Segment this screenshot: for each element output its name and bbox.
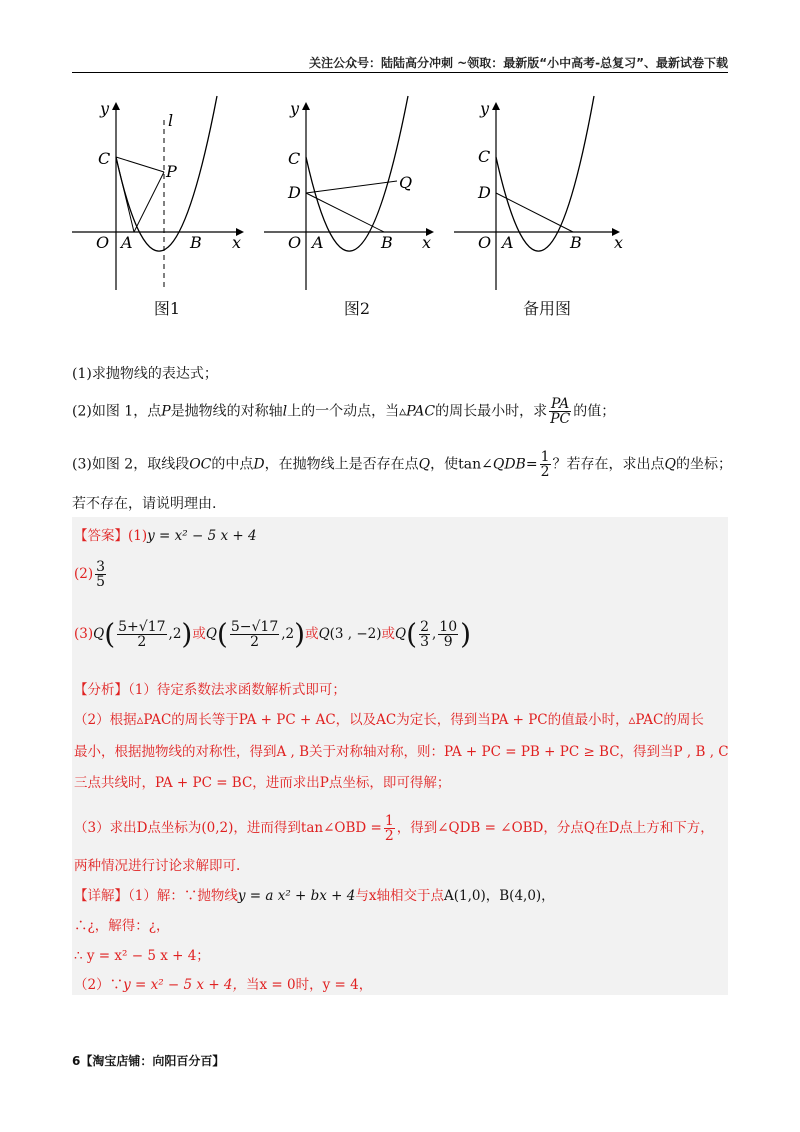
svg-text:B: B <box>190 233 202 252</box>
question-2: (2)如图 1，点P是抛物线的对称轴l上的一个动点，当▵PAC的周长最小时，求 $\frac{PA}{PC}$ 的值； <box>72 396 616 427</box>
analysis-2-line-3: 三点共线时，PA + PC = BC，进而求出P点坐标，即可得解； <box>74 775 451 791</box>
svg-text:B: B <box>381 233 393 252</box>
svg-text:Q: Q <box>399 173 413 192</box>
svg-text:y: y <box>480 99 490 118</box>
figure-2-caption: 图2 <box>343 299 371 318</box>
svg-text:D: D <box>288 183 301 202</box>
figure-2 <box>262 92 452 322</box>
question-1: (1)求抛物线的表达式； <box>72 366 218 382</box>
figure-spare-caption: 备用图 <box>522 299 571 318</box>
page-footer: 6【淘宝店铺：向阳百分百】 <box>72 1054 225 1068</box>
svg-text:y: y <box>100 99 110 118</box>
header-rule <box>72 72 728 73</box>
svg-text:A: A <box>502 233 514 252</box>
figure-1-caption: 图1 <box>153 299 181 318</box>
svg-text:C: C <box>98 149 111 168</box>
figure-spare <box>452 92 642 322</box>
page-header: 关注公众号：陆陆高分冲刺 ~领取：最新版“小中高考-总复习”、最新试卷下载 <box>309 56 728 70</box>
detail-line-3: ∴ y = x² − 5 x + 4； <box>74 948 210 964</box>
svg-text:D: D <box>478 183 491 202</box>
svg-text:O: O <box>478 233 492 252</box>
svg-text:B: B <box>570 233 582 252</box>
analysis-2-line-2: 最小，根据抛物线的对称性，得到A , B关于对称轴对称，则：PA + PC = PB + PC ≥ BC，得到当P , B , C <box>74 744 729 760</box>
answer-1: 【答案】(1)y = x² − 5 x + 4 <box>74 528 257 544</box>
svg-text:P: P <box>166 162 177 181</box>
svg-text:x: x <box>614 233 624 252</box>
figure-1-graph <box>72 92 262 292</box>
svg-text:A: A <box>121 233 133 252</box>
figure-1 <box>72 92 262 322</box>
fraction-pa-pc: $\frac{PA}{PC}$ <box>550 396 571 427</box>
question-3: (3)如图 2，取线段OC的中点D，在抛物线上是否存在点Q，使tan∠QDB= $\frac{1}{2}$ ？若存在，求出点Q的坐标； <box>72 449 732 480</box>
analysis-3: （3）求出D点坐标为(0,2)，进而得到tan∠OBD = $\frac{1}{2}$ ，得到∠QDB = ∠OBD，分点Q在D点上方和下方， <box>74 813 714 844</box>
figure-spare-graph <box>452 92 642 292</box>
detail-line-2: ∴¿，解得：¿， <box>74 918 170 934</box>
analysis-label: 【分析】（1）待定系数法求函数解析式即可； <box>74 682 346 698</box>
answer-2: (2) $\frac{3}{5}$ <box>74 559 106 590</box>
svg-text:A: A <box>312 233 324 252</box>
svg-text:O: O <box>96 233 110 252</box>
detail-line-1: 【详解】（1）解：∵抛物线y = a x² + bx + 4与x轴相交于点A(1,0)，B(4,0)， <box>74 888 555 904</box>
svg-text:y: y <box>290 99 300 118</box>
svg-text:C: C <box>288 149 301 168</box>
question-3-continued: 若不存在，请说明理由. <box>72 496 217 512</box>
analysis-3-line-2: 两种情况进行讨论求解即可. <box>74 858 241 874</box>
fraction-one-half: $\frac{1}{2}$ <box>540 449 550 480</box>
figure-2-graph <box>262 92 452 292</box>
answer-3: (3)Q( $\frac{5+√17}{2}$ ,2)或Q( $\frac{5-√17}{2}$ ,2)或Q(3 , −2)或Q( $\frac{2}{3}$ , $\frac{10}{9}$ ) <box>74 617 472 651</box>
detail-line-4: （2）∵y = x² − 5 x + 4，当x = 0时，y = 4， <box>74 977 373 993</box>
svg-text:x: x <box>422 233 432 252</box>
svg-text:C: C <box>478 147 491 166</box>
svg-text:O: O <box>288 233 302 252</box>
analysis-2-line-1: （2）根据▵PAC的周长等于PA + PC + AC，以及AC为定长，得到当PA + PC的值最小时，▵PAC的周长 <box>74 712 704 728</box>
svg-text:l: l <box>168 111 174 130</box>
svg-text:x: x <box>232 233 242 252</box>
